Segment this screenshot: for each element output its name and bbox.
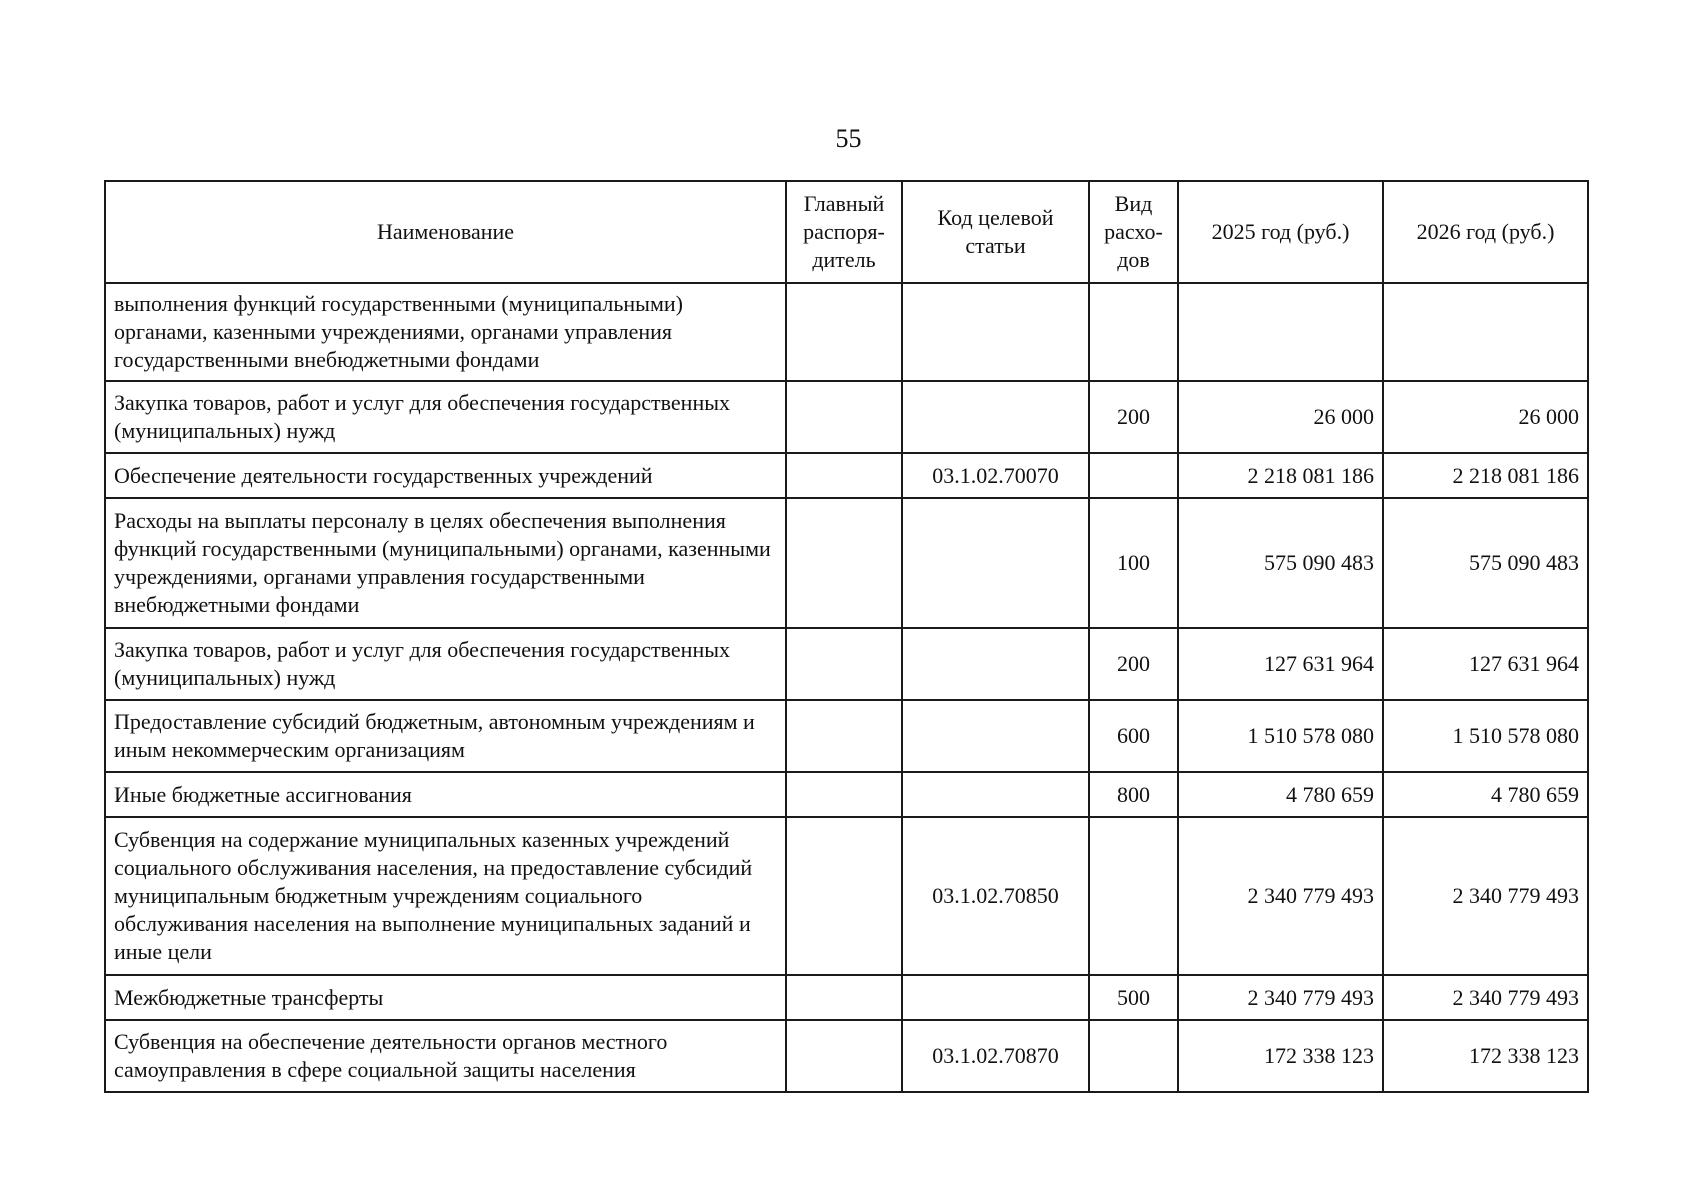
row-manager <box>786 498 902 628</box>
row-kind <box>1089 283 1178 381</box>
row-code <box>902 700 1089 772</box>
table-row <box>105 817 1588 975</box>
row-2025: 4 780 659 <box>1178 772 1383 817</box>
row-manager <box>786 453 902 498</box>
row-2026: 2 340 779 493 <box>1383 975 1588 1020</box>
row-2026: 127 631 964 <box>1383 628 1588 700</box>
row-kind <box>1089 453 1178 498</box>
row-name: Субвенция на содержание муниципальных казенных учреждений социального обслуживания населения, на предоставление субсидий муниципальным бюджетным учреждениям социального обслуживания населения на выполнение муниципальных заданий и иные цели <box>105 817 786 975</box>
row-2026: 172 338 123 <box>1383 1020 1588 1092</box>
row-2025: 2 218 081 186 <box>1178 453 1383 498</box>
header-kind: Вид расхо-дов <box>1089 181 1178 283</box>
table-row <box>105 283 1588 381</box>
row-manager <box>786 700 902 772</box>
row-name: Расходы на выплаты персоналу в целях обеспечения выполнения функций государственными (муниципальными) органами, казенными учреждениями, органами управления государственными внебюджетными фондами <box>105 498 786 628</box>
table-row <box>105 498 1588 628</box>
row-manager <box>786 628 902 700</box>
row-name: Межбюджетные трансферты <box>105 975 786 1020</box>
header-2026: 2026 год (руб.) <box>1383 181 1588 283</box>
row-2026: 2 218 081 186 <box>1383 453 1588 498</box>
row-name: Предоставление субсидий бюджетным, автономным учреждениям и иным некоммерческим организациям <box>105 700 786 772</box>
row-code: 03.1.02.70850 <box>902 817 1089 975</box>
header-manager: Главный распоря-дитель <box>786 181 902 283</box>
row-manager <box>786 975 902 1020</box>
row-code <box>902 283 1089 381</box>
row-2026: 575 090 483 <box>1383 498 1588 628</box>
table-row <box>105 628 1588 700</box>
table-header-row <box>105 181 1588 283</box>
row-2025 <box>1178 283 1383 381</box>
row-2026 <box>1383 283 1588 381</box>
table-row <box>105 975 1588 1020</box>
row-code: 03.1.02.70870 <box>902 1020 1089 1092</box>
table-row <box>105 381 1588 453</box>
row-2026: 4 780 659 <box>1383 772 1588 817</box>
row-name: Обеспечение деятельности государственных учреждений <box>105 453 786 498</box>
row-2025: 172 338 123 <box>1178 1020 1383 1092</box>
row-2025: 1 510 578 080 <box>1178 700 1383 772</box>
header-2025: 2025 год (руб.) <box>1178 181 1383 283</box>
row-2025: 26 000 <box>1178 381 1383 453</box>
row-manager <box>786 283 902 381</box>
row-2026: 1 510 578 080 <box>1383 700 1588 772</box>
row-kind: 200 <box>1089 381 1178 453</box>
table-row <box>105 772 1588 817</box>
row-name: Субвенция на обеспечение деятельности органов местного самоуправления в сфере социальной защиты населения <box>105 1020 786 1092</box>
row-kind <box>1089 1020 1178 1092</box>
row-manager <box>786 817 902 975</box>
header-name: Наименование <box>105 181 786 283</box>
row-code: 03.1.02.70070 <box>902 453 1089 498</box>
row-kind: 800 <box>1089 772 1178 817</box>
row-code <box>902 498 1089 628</box>
header-code: Код целевой статьи <box>902 181 1089 283</box>
row-2025: 2 340 779 493 <box>1178 975 1383 1020</box>
row-manager <box>786 772 902 817</box>
row-name: Закупка товаров, работ и услуг для обеспечения государственных (муниципальных) нужд <box>105 381 786 453</box>
table-row <box>105 700 1588 772</box>
row-kind: 500 <box>1089 975 1178 1020</box>
row-code <box>902 975 1089 1020</box>
row-kind: 600 <box>1089 700 1178 772</box>
row-2025: 575 090 483 <box>1178 498 1383 628</box>
row-manager <box>786 381 902 453</box>
row-code <box>902 628 1089 700</box>
row-2025: 2 340 779 493 <box>1178 817 1383 975</box>
row-name: Иные бюджетные ассигнования <box>105 772 786 817</box>
row-kind <box>1089 817 1178 975</box>
budget-table <box>104 180 1589 1093</box>
row-code <box>902 381 1089 453</box>
row-name: Закупка товаров, работ и услуг для обеспечения государственных (муниципальных) нужд <box>105 628 786 700</box>
row-2026: 2 340 779 493 <box>1383 817 1588 975</box>
row-2026: 26 000 <box>1383 381 1588 453</box>
row-kind: 200 <box>1089 628 1178 700</box>
table-row <box>105 453 1588 498</box>
row-2025: 127 631 964 <box>1178 628 1383 700</box>
row-kind: 100 <box>1089 498 1178 628</box>
page-number: 55 <box>835 124 862 153</box>
row-code <box>902 772 1089 817</box>
table-row <box>105 1020 1588 1092</box>
row-manager <box>786 1020 902 1092</box>
row-name: выполнения функций государственными (муниципальными) органами, казенными учреждениями, органами управления государственными внебюджетными фондами <box>105 283 786 381</box>
